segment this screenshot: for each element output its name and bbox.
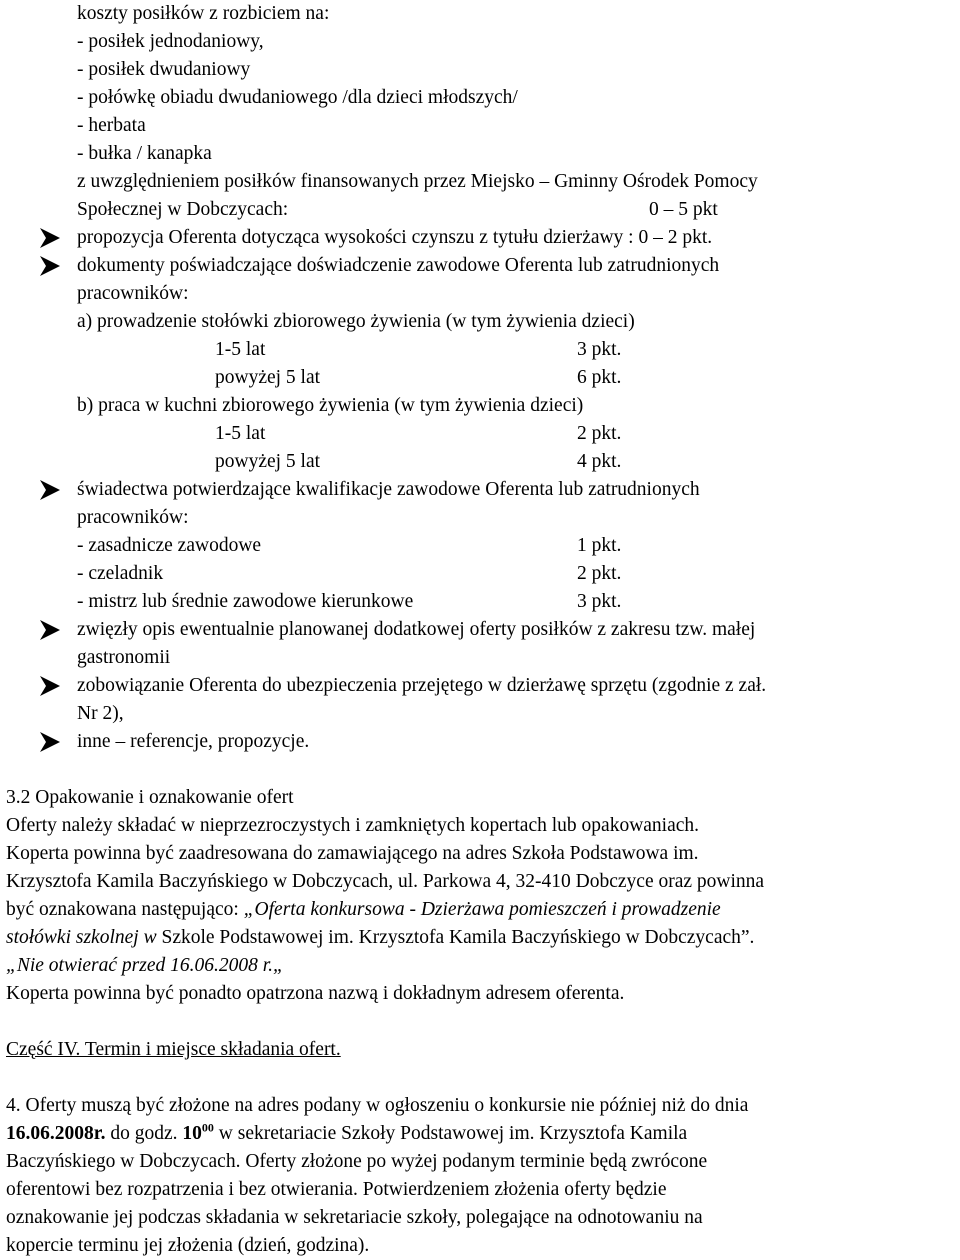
bullet-qualifications: świadectwa potwierdzające kwalifikacje zawodowe Oferenta lub zatrudnionych xyxy=(77,479,700,500)
deadline-minutes: 00 xyxy=(201,1120,214,1135)
list-item: - połówkę obiadu dwudaniowego /dla dzieci młodszych/ xyxy=(77,87,518,108)
experience-a-title: a) prowadzenie stołówki zbiorowego żywienia (w tym żywienia dzieci) xyxy=(77,311,635,332)
part-iv-line: kopercie terminu jej złożenia (dzień, godzina). xyxy=(6,1235,370,1256)
bullet-insurance: zobowiązanie Oferenta do ubezpieczenia przejętego w dzierżawę sprzętu (zgodnie z zał. xyxy=(77,675,767,696)
part-iv-line: Baczyńskiego w Dobczycach. Oferty złożone po wyżej podanym terminie będą zwrócone xyxy=(6,1151,708,1172)
bullet-gastronomy-cont: gastronomii xyxy=(77,647,171,668)
intro-text: koszty posiłków z rozbiciem na: xyxy=(77,3,330,24)
part-iv-line: 4. Oferty muszą być złożone na adres podany w ogłoszeniu o konkursie nie później niż do dnia xyxy=(6,1095,749,1116)
bullet-experience-cont: pracowników: xyxy=(77,283,189,304)
arrow-bullet-icon xyxy=(38,254,62,278)
deadline-hour-intro: do godz. xyxy=(105,1123,183,1144)
arrow-bullet-icon xyxy=(38,730,62,754)
experience-a2-label: powyżej 5 lat xyxy=(215,367,321,388)
qualification-2-points: 2 pkt. xyxy=(577,563,622,584)
deadline-hour: 10 xyxy=(182,1123,202,1144)
bullet-insurance-cont: Nr 2), xyxy=(77,703,124,724)
subsidy-line-2: Społecznej w Dobczycach: xyxy=(77,199,289,220)
do-not-open-note: „Nie otwierać przed 16.06.2008 r.„ xyxy=(6,955,284,976)
experience-b2-label: powyżej 5 lat xyxy=(215,451,321,472)
section-3-2-line xyxy=(6,896,721,924)
experience-b1-label: 1-5 lat xyxy=(215,423,266,444)
bullet-rent: propozycja Oferenta dotycząca wysokości czynszu z tytułu dzierżawy : 0 – 2 pkt. xyxy=(77,227,713,248)
part-iv-line xyxy=(6,1120,687,1148)
qualification-1-points: 1 pkt. xyxy=(577,535,622,556)
experience-a1-label: 1-5 lat xyxy=(215,339,266,360)
bullet-references: inne – referencje, propozycje. xyxy=(77,731,310,752)
experience-b2-points: 4 pkt. xyxy=(577,451,622,472)
section-3-2-line xyxy=(6,924,754,952)
part-iv-line: oferentowi bez rozpatrzenia i bez otwierania. Potwierdzeniem złożenia oferty będzie xyxy=(6,1179,667,1200)
deadline-date: 16.06.2008r. xyxy=(6,1123,106,1144)
marking-school: Szkole Podstawowej im. Krzysztofa Kamila Baczyńskiego w Dobczycach”. xyxy=(156,927,755,948)
experience-a2-points: 6 pkt. xyxy=(577,367,622,388)
marking-intro: być oznakowana następująco: xyxy=(6,899,244,920)
experience-a1-points: 3 pkt. xyxy=(577,339,622,360)
deadline-place: w sekretariacie Szkoły Podstawowej im. Krzysztofa Kamila xyxy=(213,1123,688,1144)
experience-b1-points: 2 pkt. xyxy=(577,423,622,444)
list-item: - herbata xyxy=(77,115,146,136)
arrow-bullet-icon xyxy=(38,226,62,250)
qualification-3-points: 3 pkt. xyxy=(577,591,622,612)
section-3-2-line: Koperta powinna być zaadresowana do zamawiającego na adres Szkoła Podstawowa im. xyxy=(6,843,699,864)
bullet-experience-text: dokumenty poświadczające doświadczenie zawodowe Oferenta lub zatrudnionych xyxy=(77,255,720,276)
arrow-bullet-icon xyxy=(38,478,62,502)
section-3-2-line: Koperta powinna być ponadto opatrzona nazwą i dokładnym adresem oferenta. xyxy=(6,983,625,1004)
subsidy-line-1: z uwzględnieniem posiłków finansowanych przez Miejsko – Gminny Ośrodek Pomocy xyxy=(77,171,758,192)
arrow-bullet-icon xyxy=(38,674,62,698)
qualification-3-label: - mistrz lub średnie zawodowe kierunkowe xyxy=(77,591,414,612)
bullet-gastronomy: zwięzły opis ewentualnie planowanej dodatkowej oferty posiłków z zakresu tzw. małej xyxy=(77,619,756,640)
list-item: - posiłek jednodaniowy, xyxy=(77,31,264,52)
list-item: - bułka / kanapka xyxy=(77,143,212,164)
qualification-2-label: - czeladnik xyxy=(77,563,164,584)
bullet-experience xyxy=(77,252,956,280)
part-iv-line: oznakowanie jej podczas składania w sekretariacie szkoły, polegające na odnotowaniu na xyxy=(6,1207,703,1228)
part-iv-heading: Część IV. Termin i miejsce składania ofert. xyxy=(6,1039,341,1060)
qualification-1-label: - zasadnicze zawodowe xyxy=(77,535,262,556)
bullet-qualifications-cont: pracowników: xyxy=(77,507,189,528)
marking-title-cont: stołówki szkolnej w xyxy=(6,927,157,948)
subsidy-points: 0 – 5 pkt xyxy=(649,199,718,220)
arrow-bullet-icon xyxy=(38,618,62,642)
section-3-2-title: 3.2 Opakowanie i oznakowanie ofert xyxy=(6,787,294,808)
list-item: - posiłek dwudaniowy xyxy=(77,59,251,80)
section-3-2-line: Krzysztofa Kamila Baczyńskiego w Dobczycach, ul. Parkowa 4, 32-410 Dobczyce oraz powinna xyxy=(6,871,765,892)
experience-b-title: b) praca w kuchni zbiorowego żywienia (w tym żywienia dzieci) xyxy=(77,395,584,416)
marking-title: „Oferta konkursowa - Dzierżawa pomieszczeń i prowadzenie xyxy=(243,899,721,920)
section-3-2-line: Oferty należy składać w nieprzezroczystych i zamkniętych kopertach lub opakowaniach. xyxy=(6,815,700,836)
